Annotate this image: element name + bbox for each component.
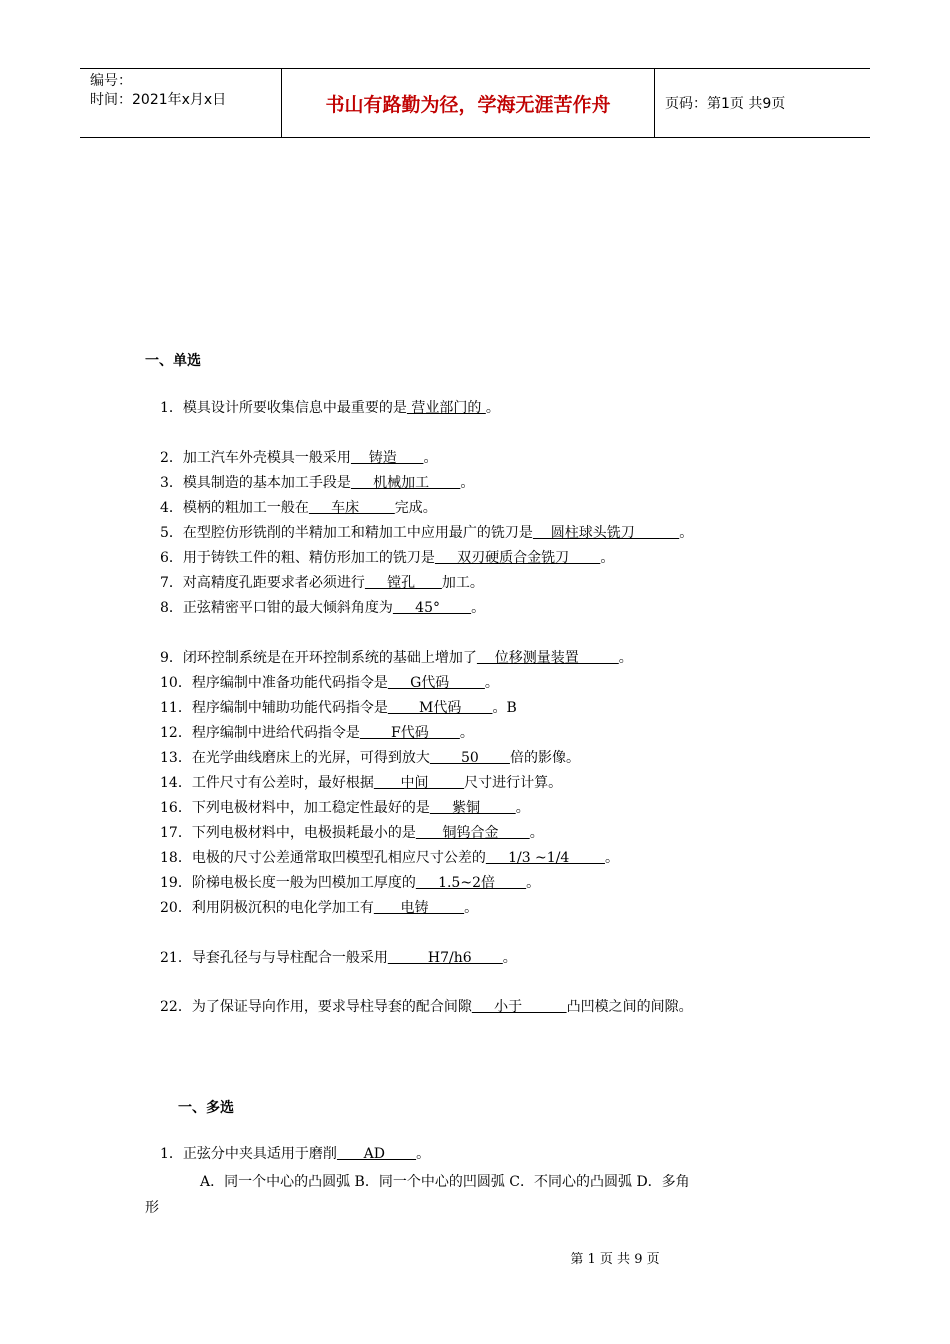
answer-blank: M代码 — [387, 700, 493, 716]
section-title-multi: 一、多选 — [178, 1100, 234, 1116]
question-tail: 。 — [460, 475, 475, 491]
question-text: 1．模具设计所要收集信息中最重要的是 — [160, 400, 407, 416]
answer-blank: 45° — [392, 600, 472, 616]
answer-blank: AD — [336, 1146, 417, 1162]
question-item — [160, 773, 562, 793]
question-tail: 。 — [459, 725, 474, 741]
question-item — [160, 848, 619, 868]
question-item — [160, 823, 544, 843]
question-text: 22．为了保证导向作用，要求导柱导套的配合间隙 — [160, 999, 472, 1015]
multi-question-1-options-cont: 形 — [145, 1200, 159, 1216]
answer-blank: 1/3 ~1/4 — [485, 850, 605, 866]
answer-blank: 中间 — [373, 775, 465, 791]
question-tail: 。 — [464, 900, 479, 916]
answer-blank: F代码 — [359, 725, 460, 741]
question-tail: 。 — [485, 400, 500, 416]
question-text: 2．加工汽车外壳模具一般采用 — [160, 450, 351, 466]
question-tail: 加工。 — [441, 575, 484, 591]
multi-question-1 — [160, 1144, 430, 1164]
question-text: 9．闭环控制系统是在开环控制系统的基础上增加了 — [160, 650, 477, 666]
question-tail: 完成。 — [394, 500, 437, 516]
question-tail: 。 — [600, 550, 615, 566]
question-item — [160, 698, 517, 718]
question-tail: 。 — [416, 1146, 431, 1162]
question-text: 20．利用阴极沉积的电化学加工有 — [160, 900, 374, 916]
question-text: 12．程序编制中进给代码指令是 — [160, 725, 360, 741]
question-item — [160, 548, 614, 568]
question-text: 17．下列电极材料中，电极损耗最小的是 — [160, 825, 416, 841]
question-item — [160, 473, 474, 493]
question-text: 10．程序编制中准备功能代码指令是 — [160, 675, 388, 691]
answer-blank: 铜钨合金 — [415, 825, 530, 841]
section-title-single: 一、单选 — [145, 353, 201, 369]
question-item — [160, 398, 500, 418]
answer-blank: 铸造 — [350, 450, 424, 466]
question-item — [160, 598, 485, 618]
question-tail: 凸凹模之间的间隙。 — [566, 999, 693, 1015]
question-item — [160, 448, 437, 468]
number-label: 编号： — [90, 73, 132, 89]
question-text: 11．程序编制中辅助功能代码指令是 — [160, 700, 388, 716]
question-tail: 。 — [502, 950, 517, 966]
question-item — [160, 997, 693, 1017]
answer-blank: 小于 — [471, 999, 567, 1015]
page-header — [80, 68, 870, 138]
answer-blank: G代码 — [387, 675, 485, 691]
question-tail: 。 — [618, 650, 633, 666]
answer-blank: 营业部门的 — [406, 400, 486, 416]
question-tail: 。 — [679, 525, 694, 541]
question-item — [160, 898, 478, 918]
answer-blank: H7/h6 — [387, 950, 503, 966]
answer-blank: 圆柱球头铣刀 — [532, 525, 680, 541]
question-text: 7．对高精度孔距要求者必须进行 — [160, 575, 365, 591]
question-tail: 。 — [604, 850, 619, 866]
question-item — [160, 523, 693, 543]
answer-blank: 机械加工 — [350, 475, 461, 491]
question-item — [160, 498, 437, 518]
question-tail: 。B — [492, 700, 517, 716]
question-tail: 尺寸进行计算。 — [464, 775, 563, 791]
question-item — [160, 648, 633, 668]
question-item — [160, 748, 580, 768]
question-text: 3．模具制造的基本加工手段是 — [160, 475, 351, 491]
question-item — [160, 873, 540, 893]
question-text: 14．工件尺寸有公差时，最好根据 — [160, 775, 374, 791]
answer-blank: 双刃硬质合金铣刀 — [434, 550, 601, 566]
question-text: 1．正弦分中夹具适用于磨削 — [160, 1146, 337, 1162]
answer-blank: 镗孔 — [364, 575, 442, 591]
answer-blank: 车床 — [308, 500, 395, 516]
question-text: 6．用于铸铁工件的粗、精仿形加工的铣刀是 — [160, 550, 435, 566]
question-text: 8．正弦精密平口钳的最大倾斜角度为 — [160, 600, 393, 616]
answer-blank: 50 — [429, 750, 510, 766]
question-text: 18．电极的尺寸公差通常取凹模型孔相应尺寸公差的 — [160, 850, 486, 866]
question-item — [160, 673, 499, 693]
question-text: 4．模柄的粗加工一般在 — [160, 500, 309, 516]
question-text: 13．在光学曲线磨床上的光屏，可得到放大 — [160, 750, 430, 766]
header-page-info: 页码：第1页 共9页 — [665, 96, 786, 112]
header-motto: 书山有路勤为径，学海无涯苦作舟 — [282, 69, 655, 137]
question-text: 5．在型腔仿形铣削的半精加工和精加工中应用最广的铣刀是 — [160, 525, 533, 541]
page-footer — [0, 1248, 950, 1267]
question-tail: 。 — [529, 825, 544, 841]
question-item — [160, 723, 474, 743]
answer-blank: 紫铜 — [429, 800, 516, 816]
question-tail: 。 — [423, 450, 438, 466]
question-text: 16．下列电极材料中，加工稳定性最好的是 — [160, 800, 430, 816]
multi-question-1-options: A．同一个中心的凸圆弧 B．同一个中心的凹圆弧 C．不同心的凸圆弧 D．多角 — [200, 1174, 690, 1190]
date-label: 时间：2021年x月x日 — [90, 92, 227, 108]
question-tail: 。 — [484, 675, 499, 691]
footer-page-number: 第 1 页 共 9 页 — [570, 1252, 660, 1267]
question-tail: 。 — [515, 800, 530, 816]
answer-blank: 1.5~2倍 — [415, 875, 527, 891]
answer-blank: 位移测量装置 — [476, 650, 619, 666]
question-item — [160, 948, 517, 968]
question-tail: 倍的影像。 — [509, 750, 580, 766]
question-item — [160, 798, 530, 818]
question-item — [160, 573, 484, 593]
question-tail: 。 — [526, 875, 541, 891]
answer-blank: 电铸 — [373, 900, 465, 916]
question-tail: 。 — [471, 600, 486, 616]
question-text: 21．导套孔径与与导柱配合一般采用 — [160, 950, 388, 966]
header-meta — [80, 69, 282, 137]
question-text: 19．阶梯电极长度一般为凹模加工厚度的 — [160, 875, 416, 891]
